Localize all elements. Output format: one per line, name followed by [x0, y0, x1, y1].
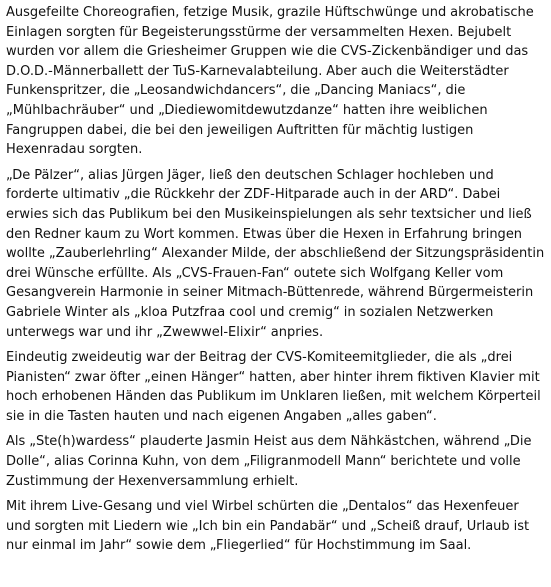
- paragraph-dentalos: Mit ihrem Live-Gesang und viel Wirbel schürten die „Dentalos“ das Hexenfeuer und sorgten mit Liedern wie „Ich bin ein Pandabär“ und „Scheiß drauf, Urlaub ist nur einmal im Jahr“ sowie dem „Fliegerlied“ für Hochstimmung im Saal.: [6, 499, 530, 554]
- paragraph-choreografien: Ausgefeilte Choreografien, fetzige Musik, grazile Hüftschwünge und akrobatische Einlagen sorgten für Begeisterungsstürme der versammelten Hexen. Bejubelt wurden vor allem die Griesheimer Gruppen wie die CVS-Zickenbändiger und das D.O.D.-Männerballett der TuS-Karnevalabteilung. Aber auch die Weiterstädter Funkenspritzer, die „Leosandwichdancers“, die „Dancing Maniacs“, die „Mühlbachräuber“ und „Diediewomitdewutzdanze“ hatten ihre weiblichen Fangruppen dabei, die bei den jeweiligen Auftritten für mächtig lustigen Hexenradau sorgten.: [6, 5, 534, 158]
- paragraph-drei-pianisten: Eindeutig zweideutig war der Beitrag der CVS-Komiteemitglieder, die als „drei Pianisten“ zwar öfter „einen Hänger“ hatten, aber hinter ihrem fiktiven Klavier mit hoch erhobenen Händen das Publikum im Unklaren ließen, mit welchem Körperteil sie in die Tasten hauten und nach eigenen Angaben „alles gaben“.: [6, 350, 541, 424]
- paragraph-stewardess: Als „Ste(h)wardess“ plauderte Jasmin Heist aus dem Nähkästchen, während „Die Dolle“, alias Corinna Kuhn, von dem „Filigranmodell Mann“ berichtete und volle Zustimmung der Hexenversammlung erhielt.: [6, 434, 532, 489]
- paragraph-de-paelzer: „De Pälzer“, alias Jürgen Jäger, ließ den deutschen Schlager hochleben und forderte ultimativ „die Rückkehr der ZDF-Hitparade auch in der ARD“. Dabei erwies sich das Publikum bei den Musikeinspielungen als sehr textsicher und ließ den Redner kaum zu Wort kommen. Etwas über die Hexen in Erfahrung bringen wollte „Zauberlehrling“ Alexander Milde, der abschließend der Sitzungspräsidentin drei Wünsche erfüllte. Als „CVS-Frauen-Fan“ outete sich Wolfgang Keller vom Gesangverein Harmonie in seiner Mitmach-Büttenrede, während Bürgermeisterin Gabriele Winter als „kloa Putzfraa cool und cremig“ in sozialen Netzwerken unterwegs war und ihr „Zwewwel-Elixir“ anpries.: [6, 167, 545, 340]
